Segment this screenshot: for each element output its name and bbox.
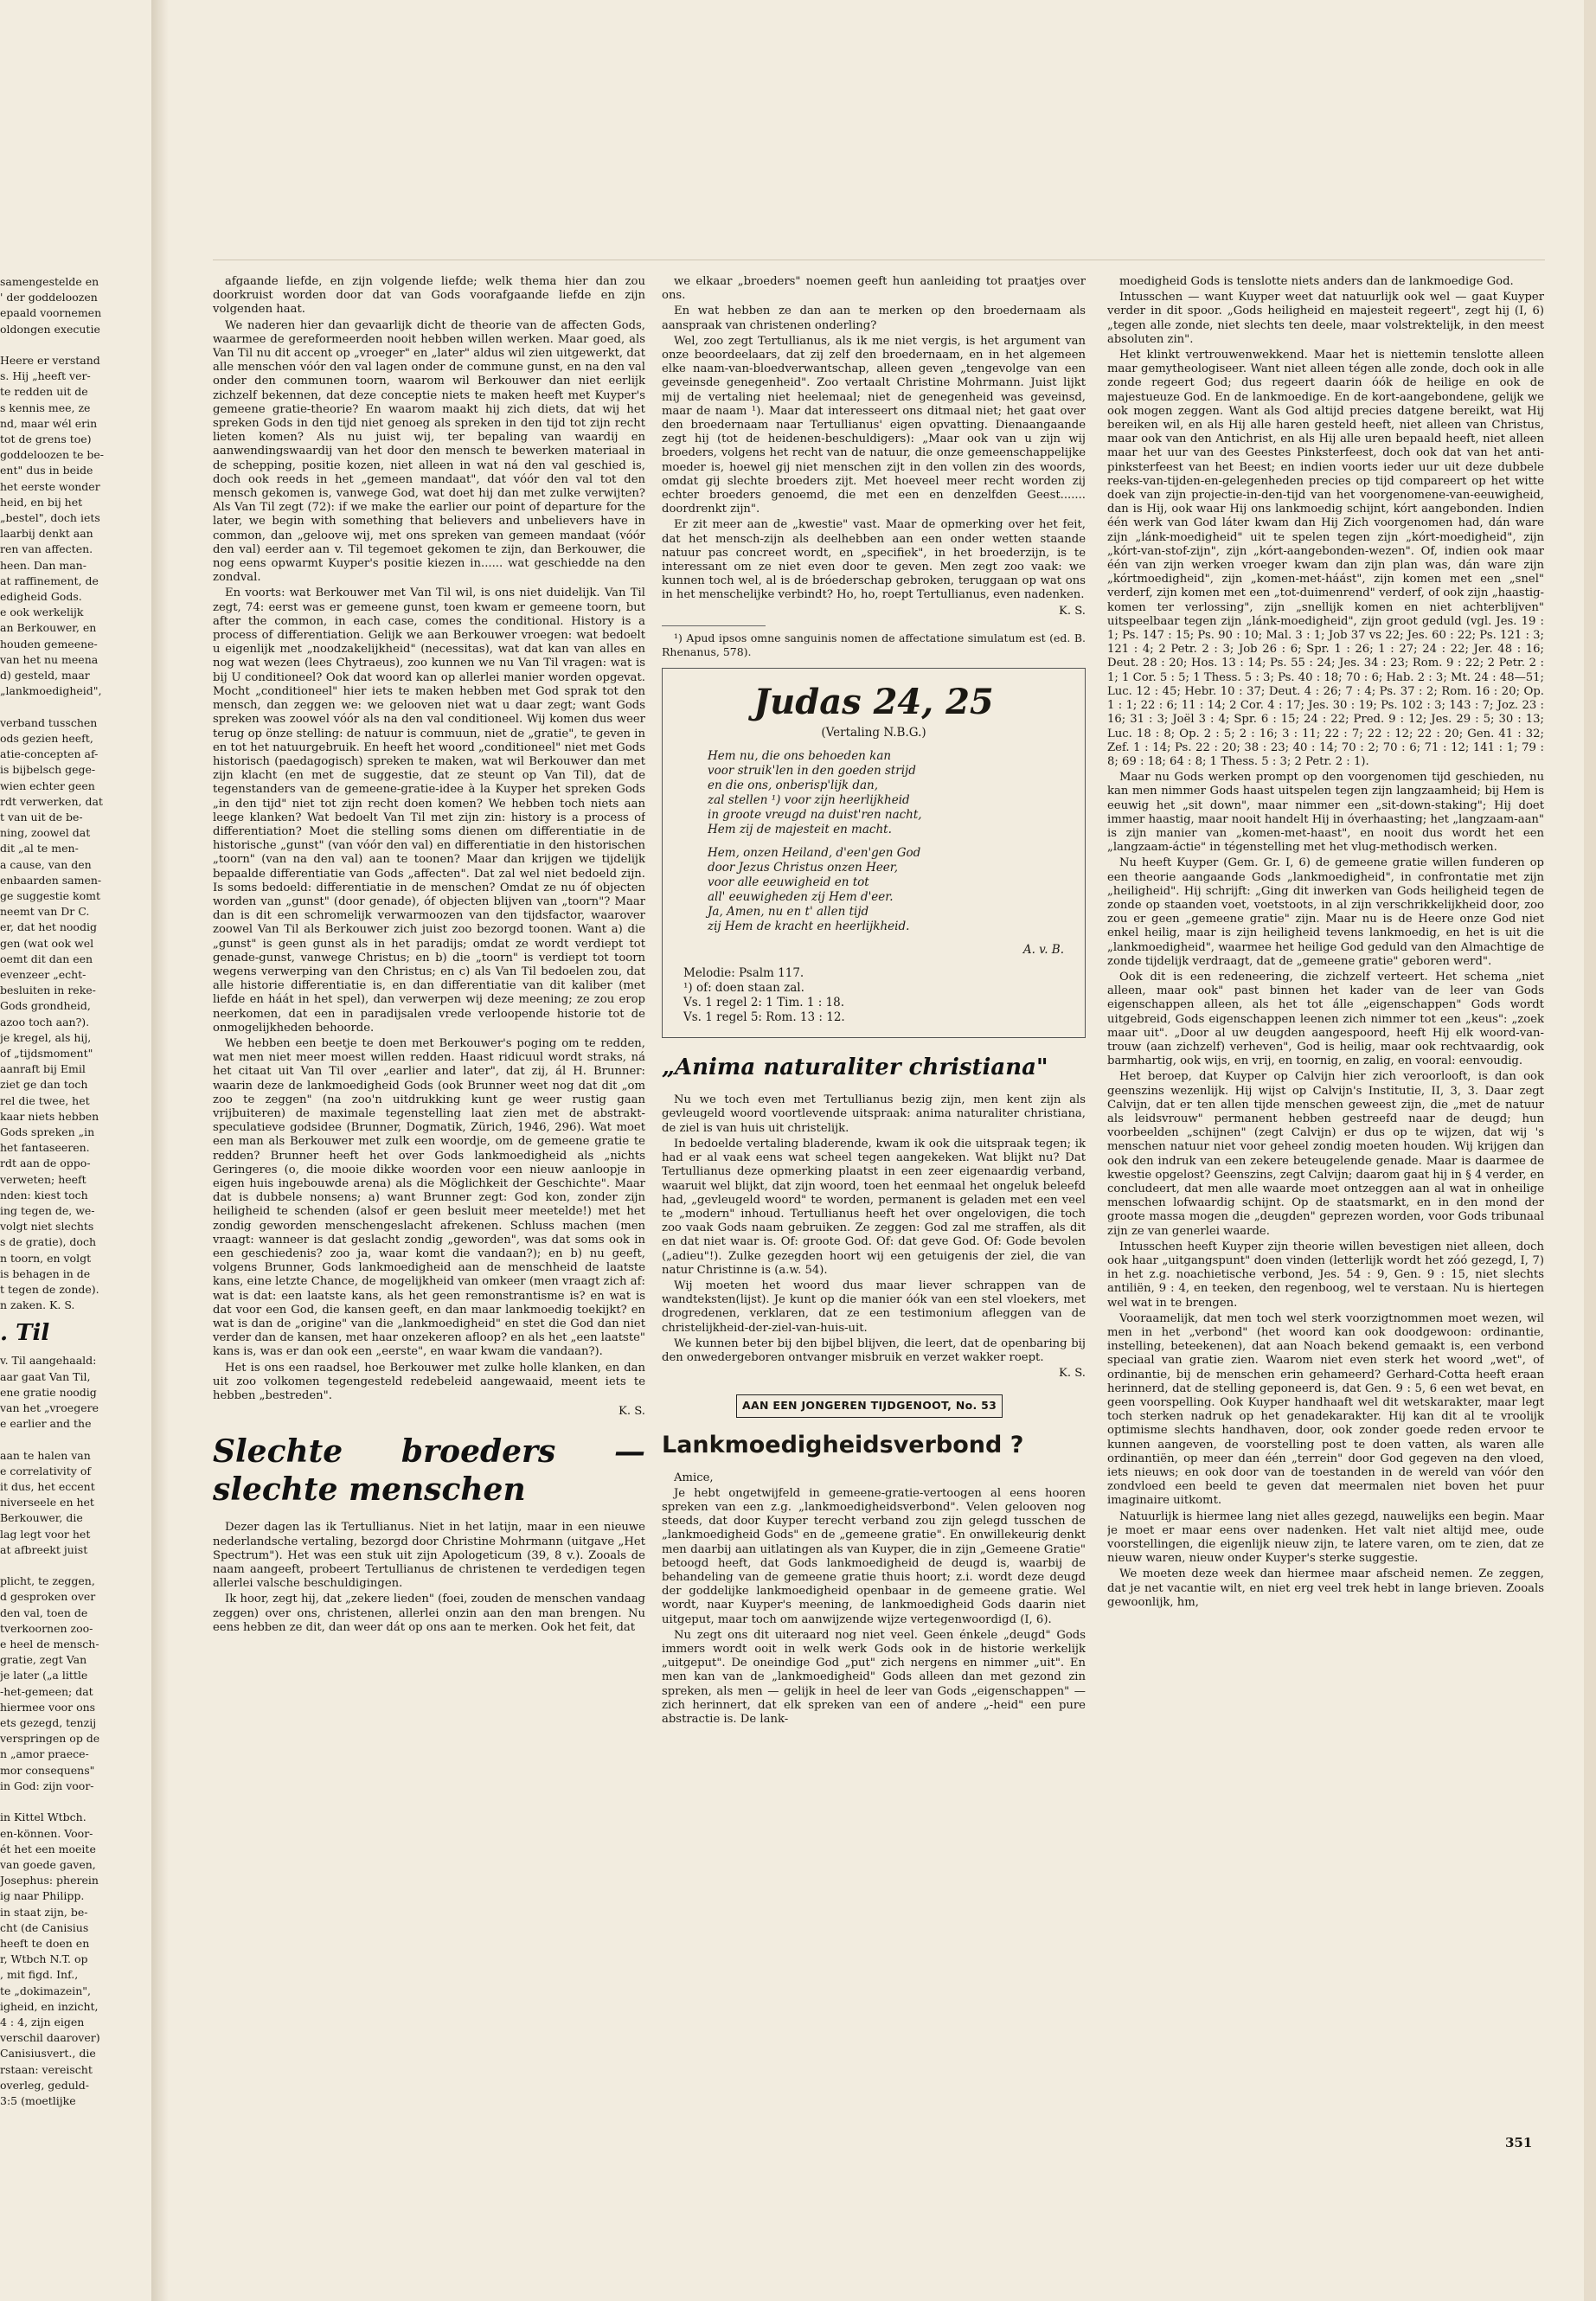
poem-verse-1: Hem nu, die ons behoeden kan voor struik'len in den goeden strijd en die ons, onberisp'lijk dan, zal stellen ¹) voor zijn heerlijkheid in groote vreugd na duist'ren nacht, Hem zij de majesteit en macht. (708, 749, 922, 837)
fragment-line: ét het een moeite (0, 1842, 96, 1856)
paragraph: Ik hoor, zegt hij, dat „zekere lieden" (foei, zouden de menschen vandaag zeggen) over ons, christenen, allerlei onzin aan den man brengen. Nu eens hebben ze dit, dan weer dát op ons aan te merken. Ook het feit, dat (213, 1593, 645, 1634)
fragment-line: a cause, van den (0, 857, 92, 871)
fragment-line: verweten; heeft (0, 1172, 87, 1186)
paragraph: Nu zegt ons dit uiteraard nog niet veel. Geen énkele „deugd" Gods immers wordt ooit in welk werk Gods ook in de historie werkelijk „uitgeput". De oneindige God „put" zich nergens en nimmer „uit". En men kan van de „lankmoedigheid" Gods alleen dan met gezond zin spreken, als men — gelijk in heel de leer van Gods „eigenschappen" — zich herinnert, dat elk spreken van een of andere „-heid" een pure abstractie is. De lank- (662, 1628, 1086, 1726)
paragraph: En wat hebben ze dan aan te merken op den broedernaam als aanspraak van christenen onderling? (662, 304, 1086, 332)
gutter-shadow (151, 0, 169, 2301)
fragment-line: goddeloozen te be- (0, 448, 105, 462)
paragraph: Het beroep, dat Kuyper op Calvijn hier zich veroorlooft, is dan ook geenszins wezenlijk. Hij wijst op Calvijn's Institutie, II, 3, 3. Daar zegt Calvijn, dat er ten allen tijde menschen geweest zijn, die „met de natuur als leidsvrouw" permanent hebben gestreefd naar de deugd; hun voorbeelden „schijnen" (zegt Calvijn) er dus op te wijzen, dat wij 's menschen natuur niet voor geheel zondig moeten houden. Wij krijgen dan ook den indruk van een zekere beteugelende genade. Maar is daarmee de kwestie opgelost? Geenszins, zegt Calvijn; daarom gaat hij in § 4 verder, en concludeert, dat men alle waarde moet ontzeggen aan al wat in onheilige menschen lofwaardig schijnt. Op de staatsmarkt, en in den mond der groote massa mogen die „deugden" geprezen worden, voor Gods tribunaal zijn ze van generlei waarde. (1107, 1070, 1544, 1238)
fragment-line: en-können. Voor- (0, 1826, 93, 1840)
fragment-line: s de gratie), doch (0, 1235, 97, 1249)
fragment-line: van het nu meena (0, 652, 99, 666)
fragment-line: rstaan: vereischt (0, 2062, 93, 2076)
fragment-line: oldongen executie (0, 322, 100, 336)
fragment-line: „bestel", doch iets (0, 511, 100, 525)
fragment-block-2 (0, 1354, 151, 2108)
fragment-line: edigheid Gods. (0, 590, 82, 604)
fragment-line: azoo toch aan?). (0, 1015, 90, 1029)
article-body (213, 275, 645, 1403)
fragment-line: je kregel, als hij, (0, 1030, 92, 1044)
paragraph: Amice, (674, 1471, 714, 1484)
fragment-line: gen (wat ook wel (0, 936, 94, 950)
fragment-line: samengestelde en (0, 275, 99, 288)
paragraph: Natuurlijk is hiermee lang niet alles gezegd, nauwelijks een begin. Maar je moet er maar eens over nadenken. Het valt niet altijd mee, oude voorstellingen, die eigenlijk nieuw zijn, te latere varen, om te zien, dat ze nieuw waren, nieuw onder Kuyper's sterke suggestie. (1107, 1509, 1544, 1566)
fragment-line: e ook werkelijk (0, 606, 84, 619)
paragraph: Het is ons een raadsel, hoe Berkouwer met zulke holle klanken, en dan uit zoo volkomen tegengesteld redebeleid aangewaaid, meent iets te hebben „bestreden". (213, 1361, 645, 1403)
article-body (662, 275, 1086, 603)
footnote: ¹) Apud ipsos omne sanguinis nomen de affectatione simulatum est (ed. B. Rhenanus, 578). (662, 631, 1086, 659)
column-2 (662, 275, 1086, 2265)
fragment-line: an Berkouwer, en (0, 621, 97, 635)
fragment-line: Berkouwer, die (0, 1511, 83, 1525)
paragraph: afgaande liefde, en zijn volgende liefde; welk thema hier dan zou doorkruist worden door dat van Gods voorafgaande liefde en zijn volgenden haat. (213, 275, 645, 317)
fragment-line: Canisiusvert., die (0, 2047, 96, 2061)
fragment-line: oemt dit dan een (0, 952, 93, 965)
paragraph: We naderen hier dan gevaarlijk dicht de theorie van de affecten Gods, waarmee de gereformeerden nooit hebben willen werken. Maar goed, als Van Til nu dit accent op „vroeger" en „later" aldus wil zien uitgewerkt, dat alle menschen vóór den val lagen onder de commune gunst, en na den val onder den communen toorn, waarom wil Berkouwer dan niet eerlijk zichzelf bekennen, dat deze conceptie niets te maken heeft met Kuyper's gemeene gratie-theorie? En waarom maakt hij zich diets, dat wij het spreken Gods in den tijd niet genoeg als spreken in den tijd tot zijn recht lieten komen? Als nu juist wij, ter bepaling van waardij en aanwendingswaardij van het door den mensch te bewerken materiaal in de schepping, positie kozen, niet alleen in wat ná den val geschied is, doch ook reeds in het „gemeen mandaat", dat vóór den val tot den mensch gekomen is, vanwege God, wat doet hij dan met zulke verwijten? Als Van Til zegt (72): if we make the earlier our point of departure for the later, we begin with something that believers and unbelievers have in common, dan „geloove wij, met ons spreken van gemeen mandaat (vóór den val) eerder aan v. Til tegemoet gekomen te zijn, dan Berkouwer, die nog eens opwarmt Kuyper's positie kiezen in...... wat geschiedde na den zondval. (213, 318, 645, 585)
fragment-line: besluiten in reke- (0, 984, 96, 997)
paragraph: Nu we toch even met Tertullianus bezig zijn, men kent zijn als gevleugeld woord voortlevende uitspraak: anima naturaliter christiana, de ziel is van huis uit christelijk. (662, 1093, 1086, 1135)
fragment-line: in staat zijn, be- (0, 1905, 88, 1919)
fragment-line: 3:5 (moetlijke (0, 2093, 76, 2107)
fragment-block-1 (0, 275, 151, 1312)
fragment-line: is behagen in de (0, 1266, 91, 1280)
page-number: 351 (1505, 2135, 1533, 2150)
paragraph: Er zit meer aan de „kwestie" vast. Maar de opmerking over het feit, dat het mensch-zijn als deelhebben aan een onder wetten staande natuur pas concreet wordt, en „specifiek", in het broederzijn, is te interessant om ze niet even door te geven. Men zegt zoo vaak: we kunnen toch wel, al is de bróederschap gebroken, teruggaan op wat ons in het menschelijke verbindt? Ho, ho, roept Tertullianus, even nadenken. (662, 518, 1086, 602)
fragment-line: t van uit de be- (0, 810, 83, 824)
paragraph: Je hebt ongetwijfeld in gemeene-gratie-vertoogen al eens hooren spreken van een z.g. „lankmoedigheidsverbond". Velen gelooven nog steeds, dat door Kuyper terecht verband zou zijn gelegd tusschen de „lankmoedigheid Gods" en de „gemeene gratie". En onwillekeurig denkt men daarbij aan uitlatingen als van Kuyper, die in zijn „Gemeene Gratie" betoogd heeft, dat Gods lankmoedigheid de deugd is, waarbij de behandeling van de gemeene gratie thuis hoort; z.i. wordt deze deugd der goddelijke lankmoedigheid openbaar in de gemeene gratie. Wel wordt, naar Kuyper's meening, de lankmoedigheid Gods daarin niet uitgeput, maar toch om aanwijzende wijze vertegenwoordigd (I, 6). (662, 1486, 1086, 1626)
fragment-line: r, Wtbch N.T. op (0, 1952, 88, 1966)
fragment-line (0, 1559, 151, 1573)
fragment-line: at afbreekt juist (0, 1542, 88, 1556)
author-signature: K. S. (1059, 604, 1086, 618)
fragment-line (0, 1795, 151, 1809)
fragment-line: het fantaseeren. (0, 1141, 90, 1155)
fragment-line: nden: kiest toch (0, 1188, 88, 1202)
fragment-line: overleg, geduld- (0, 2078, 89, 2092)
fragment-line: mor consequens" (0, 1763, 95, 1777)
fragment-line: ing tegen de, we- (0, 1203, 95, 1217)
fragment-line: heeft te doen en (0, 1936, 90, 1950)
article-heading: Slechte broeders — slechte menschen (213, 1433, 645, 1509)
fragment-line: in God: zijn voor- (0, 1779, 94, 1792)
fragment-line: gratie, zegt Van (0, 1653, 87, 1667)
paragraph: Intusschen heeft Kuyper zijn theorie willen bevestigen niet alleen, doch ook haar „uitgangspunt" doen vinden (letterlijk wordt het zóó gezegd, I, 7) in het z.g. noachietische verbond, Jes. 54 : 9, Gen. 9 : 15, niet slechts antiliën, 9 : 4, en teeken, den regenboog, wel te verstaan. Nu is hiertegen wel wat in te brengen. (1107, 1240, 1544, 1310)
article-heading: Lankmoedigheidsverbond ? (662, 1431, 1024, 1458)
poem-title: Judas 24, 25 (753, 682, 994, 723)
fragment-line: n zaken. K. S. (0, 1298, 75, 1312)
paragraph: In bedoelde vertaling bladerende, kwam ik ook die uitspraak tegen; ik had er al vaak eens wat scheel tegen aangekeken. Wat blijkt nu? Dat Tertullianus deze opmerking plaatst in een zeer eigenaardig verband, waaruit wel blijkt, dat zijn woord, toen het eenmaal het ongeluk beleefd had, „gevleugeld woord" te worden, permanent is geladen met een veel te „modern" inhoud. Tertullianus heeft het over ongelovigen, die toch zoo vaak Gods naam gebruiken. Ze zeggen: God zal me straffen, als dit en dat niet waar is. Of: groote God. Of: dat geve God. Of: Gode bevolen („adieu"!). Zulke gezegden hoort wij een getuigenis der ziel, die van natur Christinne is (a.w. 54). (662, 1137, 1086, 1277)
article-body (1107, 275, 1544, 1610)
fragment-line: kaar niets hebben (0, 1109, 99, 1123)
paragraph: Dezer dagen las ik Tertullianus. Niet in het latijn, maar in een nieuwe nederlandsche vertaling, bezorgd door Christine Mohrmann (uitgave „Het Spectrum"). Het was een stuk uit zijn Apologeticum (39, 8 v.). Zooals de naam aangeeft, probeert Tertullianus de christenen te verdedigen tegen allerlei valsche beschuldigingen. (213, 1521, 645, 1591)
fragment-line: aan te halen van (0, 1448, 91, 1462)
author-signature: K. S. (619, 1405, 645, 1419)
fragment-line: -het-gemeen; dat (0, 1684, 93, 1698)
fragment-line: verband tusschen (0, 715, 98, 729)
fragment-line: ene gratie noodig (0, 1385, 97, 1399)
fragment-line: nd, maar wél erin (0, 416, 98, 430)
fragment-line: tverkoornen zoo- (0, 1621, 93, 1635)
fragment-line: atie-concepten af- (0, 747, 99, 761)
fragment-line: Gods spreken „in (0, 1125, 95, 1138)
fragment-line: igheid, en inzicht, (0, 1999, 99, 2013)
author-signature: K. S. (1059, 1367, 1086, 1381)
fragment-line: volgt niet slechts (0, 1220, 94, 1234)
fragment-line: te redden uit de (0, 385, 88, 399)
fragment-line: ' der goddeloozen (0, 291, 98, 304)
fragment-line: rdt aan de oppo- (0, 1157, 91, 1170)
fragment-line: dit „al te men- (0, 842, 79, 856)
fragment-line: n „amor praece- (0, 1747, 89, 1761)
fragment-line: lag legt voor het (0, 1527, 91, 1541)
paragraph: Het klinkt vertrouwenwekkend. Maar het is niettemin tenslotte alleen maar gemytheologiseer. Want niet alleen tégen alle zonde, doch ook in alle zonde regeert God; dus regeert daarin óók de heilige en ook de majestueuze God. En de lankmoedige. En de kort-aangebondene, gelijk we ook mogen zeggen. Want als God altijd precies datgene bereikt, wat Hij bereiken wil, en als Hij alle haren gesteld heeft, niet alleen van Christus, maar ook van den Antichrist, en als Hij alle uren bepaald heeft, niet alleen maar het uur van des Geestes Pinksterfeest, doch ook dat van het anti-pinksterfeest van het Beest; en indien voorts ieder uur uit deze dubbele reeks-van-tijden-en-gelegenheden precies op tijd compareert op het witte doek van zijn projectie-in-den-tijd van het voorgenomene-van-eeuwigheid, dan is Hij, ook waar Hij ons lankmoedig schijnt, kórt aangebonden. Indien één werk van God láter kwam dan Hij Zich voorgenomen had, dán ware zijn „lánk-moedigheid" uit te spelen tegen zijn „kórt-moedigheid", zijn „kórt-van-stof-zijn", zijn „kórt-aangebonden-wezen". Of, indien ook maar één van zijn werken vroeger kwam dan zijn plan was, dán ware zijn „kórtmoedigheid", zijn „komen-met-háást", zijn komen met een „snel" verderf, zijn komen met een „tot-duimenrend" verderf, of ook zijn „haastig-komen ter verlossing", zijn „snellijk komen en niet achterblijven" uitspeelbaar tegen zijn „lánk-moedigheid", zijn groot geduld (vgl. Jes. 19 : 1; Ps. 147 : 15; Ps. 90 : 10; Mal. 3 : 1; Job 37 vs 22; Jes. 60 : 22; Ps. 121 : 3; 121 : 4; 2 Petr. 2 : 3; Job 26 : 6; Spr. 1 : 26; 1 : 27; 24 : 22; Jer. 48 : 16; Deut. 28 : 20; Hos. 13 : 14; Ps. 55 : 24; Jes. 34 : 23; Rom. 9 : 22; 2 Petr. 2 : 1; 1 Cor. 5 : 5; 1 Thess. 5 : 3; Ps. 40 : 18; 70 : 6; Hab. 2 : 3; Mt. 24 : 48—51; Luc. 12 : 45; Hebr. 10 : 37; Deut. 4 : 26; 7 : 4; Ps. 37 : 2; Rom. 16 : 20; Op. 1 : 1; 22 : 6; 11 : 14; 2 Cor. 4 : 17; Jes. 30 : 19; Ps. 102 : 3; 143 : 7; Joz. 23 : 16; 31 : 3; Joël 3 : 4; Spr. 6 : 15; 24 : 22; Pred. 9 : 12; Jes. 29 : 5; 30 : 13; Luc. 18 : 8; Op. 2 : 5; 2 : 16; 3 : 11; 22 : 7; 22 : 12; 22 : 20; Gen. 41 : 32; Zef. 1 : 14; Ps. 22 : 20; 38 : 23; 40 : 14; 70 : 2; 70 : 6; 71 : 12; 141 : 1; 79 : 8; 69 : 18; 64 : 8; 1 Thess. 5 : 3; 2 Petr. 2 : 1). (1107, 349, 1544, 768)
series-banner: AAN EEN JONGEREN TIJDGENOOT, No. 53 (736, 1394, 1003, 1417)
fragment-line: ig naar Philipp. (0, 1889, 85, 1903)
paragraph: Wij moeten het woord dus maar liever schrappen van de wandteksten(lijst). Je kunt op die manier óók van een stel vloekers, met drogredenen, verklaren, dat ze een testimonium afleggen van de christelijkheid-der-ziel-van-huis-uit. (662, 1279, 1086, 1335)
fragment-line: n toorn, en volgt (0, 1251, 92, 1265)
fragment-line: in Kittel Wtbch. (0, 1811, 87, 1824)
fragment-line (0, 338, 151, 352)
poem-notes: Melodie: Psalm 117. ¹) of: doen staan zal. Vs. 1 regel 2: 1 Tim. 1 : 18. Vs. 1 regel 5: Rom. 13 : 12. (683, 966, 845, 1025)
fragment-line: verspringen op de (0, 1732, 100, 1746)
paragraph: We moeten deze week dan hiermee maar afscheid nemen. Ze zeggen, dat je net vacantie wilt, en niet erg veel trek hebt in lange brieven. Zooals gewoonlijk, hm, (1107, 1567, 1544, 1609)
fragment-line: Gods grondheid, (0, 999, 91, 1013)
fragment-line: , mit figd. Inf., (0, 1968, 79, 1982)
fragment-line (0, 700, 151, 714)
previous-page-fragment-column (0, 275, 151, 2265)
paragraph: moedigheid Gods is tenslotte niets anders dan de lankmoedige God. (1119, 275, 1514, 288)
poem-verse-2: Hem, onzen Heiland, d'een'gen God door Jezus Christus onzen Heer, voor alle eeuwigheid en tot all' eeuwigheden zij Hem d'eer. Ja, Amen, nu en t' allen tijd zij Hem de kracht en heerlijkheid. (708, 846, 921, 934)
fragment-line: epaald voornemen (0, 306, 102, 320)
fragment-line: ning, zoowel dat (0, 826, 91, 840)
fragment-line: rel die twee, het (0, 1093, 90, 1107)
fragment-line: e correlativity of (0, 1464, 91, 1477)
article-body (213, 1521, 645, 1635)
poem-box (662, 668, 1086, 1038)
paragraph: we elkaar „broeders" noemen geeft hun aanleiding tot praatjes over ons. (662, 275, 1086, 303)
fragment-line: cht (de Canisius (0, 1920, 89, 1934)
fragment-line: rdt verwerken, dat (0, 794, 103, 808)
fragment-line: Josephus: pherein (0, 1874, 99, 1888)
fragment-line: d) gesteld, maar (0, 669, 90, 683)
fragment-line: it dus, het eccent (0, 1480, 95, 1494)
footnote-rule (662, 625, 766, 626)
paragraph: Maar nu Gods werken prompt op den voorgenomen tijd geschieden, nu kan men nimmer Gods haast uitspelen tegen zijn langzaamheid; bij Hem is eeuwig het „sit down", maar nimmer een „sit-down-staking"; Hij doet immer haastig, maar nooit handelt Hij in óverhaasting; het „langzaam-aan" is zijn manier van „komen-met-haast", en nooit dus wordt het een „langzaam-áctie" in tégenstelling met het vlug-methodisch werken. (1107, 771, 1544, 855)
fragment-line: ren van affecten. (0, 542, 93, 556)
fragment-line: heid, en bij het (0, 495, 83, 509)
paragraph: Vooraamelijk, dat men toch wel sterk voorzigtnommen moet wezen, wil men in het „verbond" (het woord kan ook doodgewoon: ordinantie, instelling, beteekenen), dat aan Noach bekend gemaakt is, een verbond speciaal van gratie zien. Waarom niet even sterk het woord „wet", of ordinantie, bij de menschen erin gehameerd? Gerhard-Cotta heeft eraan herinnerd, dat de stelling geponeerd is, dat Gen. 9 : 5, 6 een wet bevat, en geen voorspelling. Ook Kuyper handhaaft wel dit wetskarakter, maar legt toch sterken nadruk op het genadekarakter. Hij kan dit al te vroolijk optimisme slechts handhaven, door, ook zonder goede reden ervoor te kunnen aangeven, de voorstelling post te doen vatten, als waren alle ordinantiën, op meer dan één „terrein" door God gegeven na den vloed, iets nieuws; en ook door van de toestanden in de wereld van vóór den zondvloed een beeld te geven dat meermalen niet boven het puur imaginaire uitkomt. (1107, 1311, 1544, 1508)
fragment-line: aanraft bij Emil (0, 1062, 86, 1076)
column-3 (1107, 275, 1544, 2265)
fragment-line: d gesproken over (0, 1590, 96, 1604)
fragment-line: van het „vroegere (0, 1401, 99, 1415)
fragment-line: t tegen de zonde). (0, 1283, 99, 1296)
fragment-line: neemt van Dr C. (0, 905, 90, 919)
fragment-line: evenzeer „echt- (0, 967, 87, 981)
article-body (662, 1471, 1086, 1727)
fragment-line: v. Til aangehaald: (0, 1354, 97, 1368)
fragment-line: ent" dus in beide (0, 464, 93, 478)
fragment-line: tot de grens toe) (0, 433, 92, 446)
fragment-line: aar gaat Van Til, (0, 1369, 91, 1383)
fragment-line: ets gezegd, tenzij (0, 1716, 97, 1730)
poem-signature: A. v. B. (1022, 943, 1064, 958)
fragment-line: is bijbelsch gege- (0, 763, 96, 777)
fragment-line: heen. Dan man- (0, 558, 87, 572)
fragment-line: Heere er verstand (0, 354, 100, 368)
page-edge (1584, 0, 1596, 2301)
fragment-line (0, 1433, 151, 1446)
fragment-line: het eerste wonder (0, 479, 100, 493)
fragment-line: niverseele en het (0, 1496, 94, 1509)
fragment-line: „lankmoedigheid", (0, 684, 102, 698)
paragraph: Ook dit is een redeneering, die zichzelf verteert. Het schema „niet alleen, maar ook" past binnen het kader van de leer van Gods eigenschappen alleen, als het tot álle „eigenschappen" Gods wordt uitgebreid, Gods eigenschappen leenen zich nimmer tot een „keus": „zoek maar uit". „Door al uw deugden aangespoord, heeft Hij elk woord-van-trouw (aan zichzelf) verheven", God is heilig, maar ook rechtvaardig, ook barmhartig, ook wijs, en vrij, en toornig, en zalig, en vooral: eenvoudig. (1107, 970, 1544, 1068)
paragraph: Nu heeft Kuyper (Gem. Gr. I, 6) de gemeene gratie willen funderen op een theorie aangaande Gods „lankmoedigheid", in confrontatie met zijn „heiligheid". Hij schrijft: „Ging dit inwerken van Gods heiligheid tegen de zonde op staanden voet, voetstoots, in al zijn verschrikkelijkheid door, zoo zou er geen „gemeene gratie" zijn. Maar nu is de Heere onze God niet enkel heilig, maar is zijn heiligheid tevens lankmoedig, en het is uit die „lankmoedigheid", waarmee het heilige God geduld van den Almachtige de zonde tijdelijk verdraagt, dat de „gemeene gratie" geboren werd". (1107, 856, 1544, 968)
fragment-line: e heel de mensch- (0, 1638, 99, 1651)
fragment-line: verschil daarover) (0, 2031, 100, 2045)
fragment-line: van goede gaven, (0, 1857, 96, 1871)
paragraph: We kunnen beter bij den bijbel blijven, die leert, dat de openbaring bij den onwedergeboren ontvanger misbruik en verzet wakker roept. (662, 1336, 1086, 1364)
paragraph: Intusschen — want Kuyper weet dat natuurlijk ook wel — gaat Kuyper verder in dit spoor. „Gods heiligheid en majesteit regeert", zegt hij (I, 6) „tegen alle zonde, niet slechts ten deele, maar volstrektelijk, in den meest absoluten zin". (1107, 291, 1544, 346)
paragraph: We hebben een beetje te doen met Berkouwer's poging om te redden, wat men niet meer moest willen redden. Haast ridicuul wordt straks, ná het citaat uit Van Til over „earlier and later", dat zij, ál H. Brunner: waarin deze de lankmoedigheid Gods (ook Brunner weet nog dat dit „om zoo te zeggen" (na zoo'n uitdrukking kunt ge weer rustig gaan vrijbuiteren) de maximale tegenstelling laat zien met de abstrakt-speculatieve godsidee (Brunner, Dogmatik, Zürich, 1946, 296). Wat moet een man als Berkouwer met zulk een woordje, om de gemeene gratie te redden? Brunner heeft het over Gods lankmoedigheid als „nichts Geringeres (o, die mooie dikke woorden voor een nieuw aanloopje in eigen huis ingebouwde arena) als die Möglichkeit der Geschichte". Maar dat is dubbele nonsens; a) want Brunner zegt: God kon, zonder zijn heiligheid te schenden (alsof er geen besluit meer meetelde!) met het zondig geworden menschengeslacht afrekenen. Schluss machen (men vraagt: wanneer is dat geslacht zondig „geworden", was dat soms ook in een geschiedenis? zoo ja, waar komt die vandaan?); en b) nu geeft, volgens Brunner, Gods lankmoedigheid aan de menschheid de laatste kans, eine letzte Chance, de mogelijkheid van omkeer (men vraagt zich af: wat is dat: een laatste kans, als het geen remonstrantisme is? en wat is dat voor een God, die kansen geeft, en dan maar lankmoedig toekijkt? en wat is dan de „origine" van die „lankmoedigheid" en stet die God dan niet verder dan de kansen, met haar onzekeren afloop? en als het „een laatste" kans is, was er dan ook een „eerste", en waar kwam die vandaan?). (213, 1036, 645, 1359)
fragment-line: je later („a little (0, 1669, 88, 1682)
fragment-line: 4 : 4, zijn eigen (0, 2015, 85, 2029)
fragment-line: at raffinement, de (0, 574, 99, 587)
fragment-line: hiermee voor ons (0, 1700, 96, 1714)
fragment-line: wien echter geen (0, 779, 95, 792)
fragment-line: of „tijdsmoment" (0, 1046, 93, 1060)
fragment-line: ge suggestie komt (0, 888, 101, 902)
paragraph: Wel, zoo zegt Tertullianus, als ik me niet vergis, is het argument van onze beoordeelaars, dat zij zelf den broedernaam, en in het algemeen elke naam-van-bloedverwantschap, alleen geven „tengevolge van een geveinsde genegenheid". Zoo vertaalt Christine Mohrmann. Juist lijkt mij de vertaling niet heelemaal; niet de genegenheid was geveinsd, maar de naam ¹). Maar dat interesseert ons ditmaal niet; het gaat over den broedernaam naar Tertullianus' eigen opvatting. Dienaangaande zegt hij (tot de heidenen-beschuldigers): „Maar ook van u zijn wij broeders, volgens het recht van de natuur, die onze gemeenschappelijke moeder is, hoewel gij niet menschen zijt in den vollen zin des woords, omdat gij slechte broeders zijt. Met hoeveel meer recht worden zij echter broeders genoemd, die met een en denzelfden Geest....... doordrenkt zijn". (662, 334, 1086, 516)
article-body (662, 1093, 1086, 1365)
fragment-line: s. Hij „heeft ver- (0, 369, 91, 383)
fragment-line: laarbij denkt aan (0, 527, 93, 541)
fragment-line: enbaarden samen- (0, 873, 102, 887)
fragment-line: houden gemeene- (0, 637, 98, 651)
article-heading: „Anima naturaliter christiana" (662, 1054, 1048, 1081)
fragment-line: plicht, te zeggen, (0, 1574, 95, 1588)
fragment-line: te „dokimazein", (0, 1984, 92, 1997)
fragment-line: er, dat het noodig (0, 920, 97, 934)
paragraph: En voorts: wat Berkouwer met Van Til wil, is ons niet duidelijk. Van Til zegt, 74: eerst was er gemeene gunst, toen kwam er gemeene toorn, but after the common, in each case, comes the conditional. History is a process of differentiation. Gelijk we aan Berkouwer vroegen: wat bedoelt u eigenlijk met „noodzakelijkheid" (necessitas), wat dat kan van alles en nog wat wezen (lees Chytraeus), zoo kunnen we nu Van Til vragen: wat is bij U conditioneel? Ook dat woord kan op allerlei manier worden opgevat. Mocht „conditioneel" hier iets te maken hebben met God sprak tot den mensch, dan zeggen we: we gelooven niet wat u daar zegt; want Gods spreken was zoowel vóór als na den val conditioneel. Wij komen dus weer terug op önze stelling: de natuur is commuun, niet de „gratie", te geven in en tot het natuurgebruik. En heeft het woord „conditioneel" niet met Gods historisch (paedagogisch) spreken te maken, wat wil Berkouwer dan met zijn klacht (en met de suggestie, dat ze steunt op Van Til), dat de tegenstanders van de gemeene-gratie-idee à la Kuyper het spreken Gods „in den tijd" niet tot zijn recht doen komen? We hebben toch niets aan leege klanken? Wat bedoelt Van Til met zijn zin: history is a process of differentiation? Moet die stelling soms dienen om differentiatie in de historische „gunst" (van vóór den val) en differentiatie in den historischen „toorn" (van na den val) aan te toonen? Maar dan krijgen we tijdelijk bepaalde differentiatie van Gods „affecten". Dat zal wel niet bedoeld zijn. Is soms bedoeld: differentiatie in de menschen? Omdat ze nu óf objecten worden van „gunst" (door genade), óf objecten blijven van „toorn"? Maar dan is dit een schromelijk verwarmoozen van den tijdsfactor, waarover zoowel Van Til als Berkouwer zich juist zoo bezorgd toonen. Want a) die „gunst" is geen gunst als in het paradijs; omdat ze wordt verdiept tot genade-gunst, vanwege Christus; en b) die „toorn" is verdiept tot toorn wegens verwerping van den Christus; en c) als Van Til bedoelen zou, dat alle historie differentiatie is, en dan differentiatie van dit kaliber (met liefde en háát in het spel), dan verwerpen wij deze meening; ze zou erop neerkomen, dat een in paradijsalen vrede verloopende historie tot de onmogelijkheden behoorde. (213, 586, 645, 1035)
fragment-line: den val, toen de (0, 1606, 88, 1619)
fragment-heading: . Til (0, 1320, 50, 1347)
poem-subtitle: (Vertaling N.B.G.) (821, 726, 926, 740)
fragment-line: ziet ge dan toch (0, 1078, 88, 1092)
fragment-line: ods gezien heeft, (0, 731, 93, 745)
fragment-line: e earlier and the (0, 1417, 92, 1431)
column-1 (213, 275, 645, 2265)
fragment-line: s kennis mee, ze (0, 401, 91, 414)
